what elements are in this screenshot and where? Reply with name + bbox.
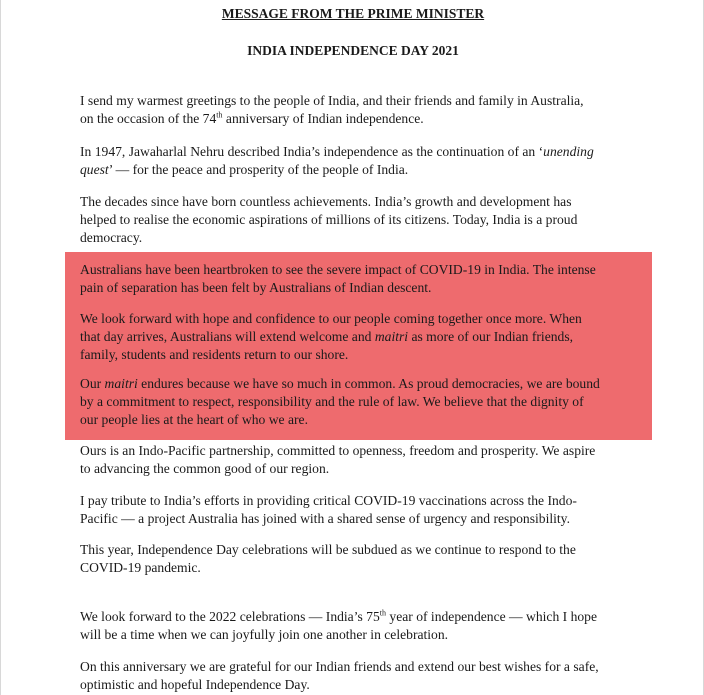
text-line: by a commitment to respect, responsibility and the rule of law. We believe that the dignity of	[80, 394, 584, 409]
text-line: Ours is an Indo-Pacific partnership, committed to openness, freedom and prosperity. We aspire	[80, 443, 596, 458]
text-line: helped to realise the economic aspirations of millions of its citizens. Today, India is a proud	[80, 212, 578, 227]
text-line: I send my warmest greetings to the people of India, and their friends and family in Australia,	[80, 93, 584, 108]
text-line: family, students and residents return to our shore.	[80, 347, 349, 362]
paragraph-best-wishes	[80, 658, 636, 694]
paragraph-2022-celebrations	[80, 608, 636, 644]
document-subtitle: INDIA INDEPENDENCE DAY 2021	[247, 43, 459, 58]
text-line: pain of separation has been felt by Australians of Indian descent.	[80, 280, 432, 295]
paragraph-celebrations-subdued	[80, 541, 636, 577]
text-line: In 1947, Jawaharlal Nehru described India’s independence as the continuation of an ‘unending	[80, 144, 594, 159]
text-line: to advancing the common good of our region.	[80, 461, 330, 476]
text-line: On this anniversary we are grateful for our Indian friends and extend our best wishes for a safe,	[80, 659, 599, 674]
paragraph-partnership	[80, 442, 636, 478]
text-line: Pacific — a project Australia has joined with a shared sense of urgency and responsibility.	[80, 511, 570, 526]
text-line: democracy.	[80, 230, 143, 245]
text-line: I pay tribute to India’s efforts in providing critical COVID-19 vaccinations across the Indo-	[80, 493, 577, 508]
document-title: MESSAGE FROM THE PRIME MINISTER	[221, 6, 485, 21]
text-line: that day arrives, Australians will extend welcome and maitri as more of our Indian friends,	[80, 329, 574, 344]
text-line: our people lies at the heart of who we are.	[80, 412, 308, 427]
paragraph-nehru	[80, 143, 636, 179]
text-line: We look forward with hope and confidence to our people coming together once more. When	[80, 311, 582, 326]
paragraph-maitri	[80, 375, 636, 429]
text-line: This year, Independence Day celebrations will be subdued as we continue to respond to the	[80, 542, 576, 557]
paragraph-achievements	[80, 193, 636, 247]
text-line: Our maitri endures because we have so much in common. As proud democracies, we are bound	[80, 376, 600, 391]
text-line: on the occasion of the 74th anniversary of Indian independence.	[80, 110, 424, 126]
text-line: quest’ — for the peace and prosperity of the people of India.	[80, 162, 409, 177]
text-line: The decades since have born countless achievements. India’s growth and development has	[80, 194, 572, 209]
text-line: optimistic and hopeful Independence Day.	[80, 677, 310, 692]
paragraph-vaccinations	[80, 492, 636, 528]
paragraph-covid-impact	[80, 261, 636, 297]
paragraph-hope	[80, 310, 636, 364]
paragraph-greetings	[80, 92, 636, 128]
text-line: COVID-19 pandemic.	[80, 560, 201, 575]
text-line: Australians have been heartbroken to see the severe impact of COVID-19 in India. The intense	[80, 262, 596, 277]
text-line: will be a time when we can joyfully join one another in celebration.	[80, 627, 449, 642]
text-line: We look forward to the 2022 celebrations — India’s 75th year of independence — which I hope	[80, 608, 598, 624]
